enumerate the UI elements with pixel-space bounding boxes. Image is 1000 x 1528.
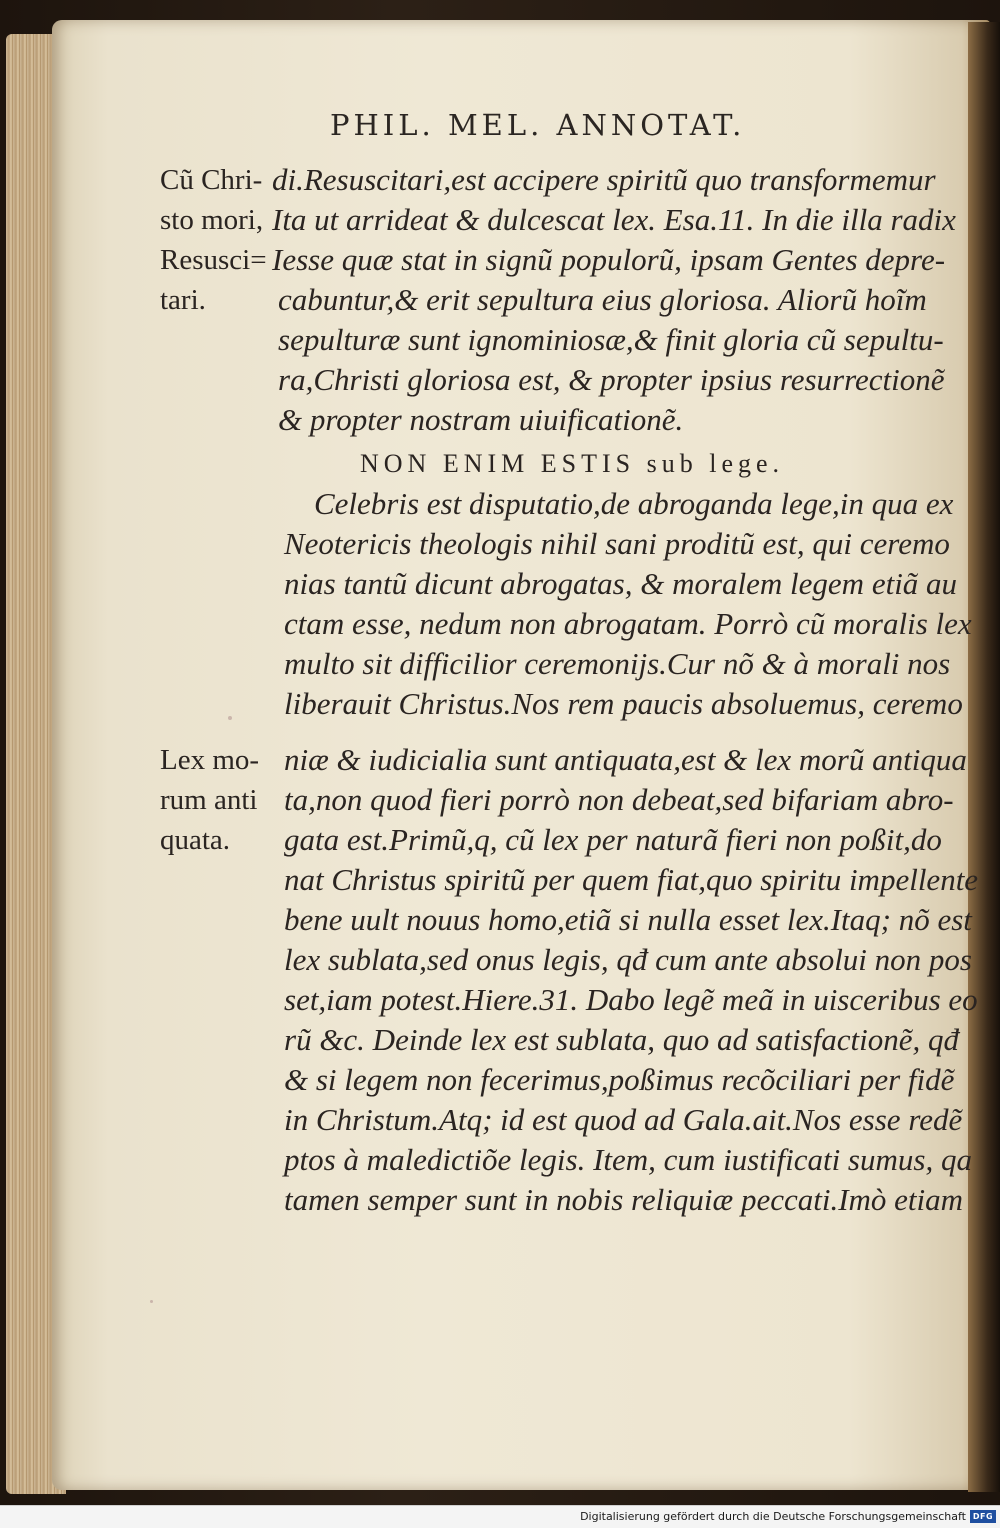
body-line: nat Christus spiritũ per quem fiat,quo spiritu impellente — [284, 862, 979, 897]
body-line: ra,Christi gloriosa est, & propter ipsius resurrectionẽ — [278, 362, 945, 397]
marginal-note-line: Resusci= — [160, 244, 267, 276]
binding-shadow — [968, 22, 1000, 1492]
body-line: & si legem non fecerimus,poßimus recõciliari per fidẽ — [284, 1062, 955, 1097]
body-line: Celebris est disputatio,de abroganda lege,in qua ex — [314, 486, 954, 521]
marginal-note-line: sto mori, — [160, 204, 264, 236]
marginal-note-line: Lex mo- — [160, 744, 260, 776]
digitization-footer — [0, 1505, 1000, 1528]
footer-credit: Digitalisierung gefördert durch die Deutsche Forschungsgemeinschaft — [580, 1510, 966, 1523]
marginal-note-line: quata. — [160, 824, 231, 856]
body-line: sepulturæ sunt ignominiosæ,& finit gloria cũ sepultu- — [278, 322, 944, 357]
body-line: rũ &c. Deinde lex est sublata, quo ad satisfactionẽ, qđ — [284, 1022, 960, 1057]
body-line: nias tantũ dicunt abrogatas, & moralem legem etiã au — [284, 566, 958, 601]
body-line: multo sit difficilior ceremonijs.Cur nõ & à morali nos — [284, 646, 951, 681]
body-line: ta,non quod fieri porrò non debeat,sed bifariam abro- — [284, 782, 954, 817]
body-line: di.Resuscitari,est accipere spiritũ quo transformemur — [272, 162, 936, 197]
body-line: cabuntur,& erit sepultura eius gloriosa. Aliorũ hoĩm — [278, 282, 927, 317]
marginal-note-line: Cũ Chri- — [160, 164, 263, 196]
marginal-note-2 — [160, 740, 272, 860]
marginal-note-line: rum anti — [160, 784, 258, 816]
body-line: gata est.Primũ,q, cũ lex per naturã fieri non poßit,do — [284, 822, 942, 857]
body-line: niæ & iudicialia sunt antiquata,est & lex morũ antiqua — [284, 742, 967, 777]
marginal-note-1 — [160, 160, 272, 320]
body-line: liberauit Christus.Nos rem paucis absoluemus, ceremo — [284, 686, 963, 721]
body-line: bene uult nouus homo,etiã si nulla esset lex.Itaq; nõ est — [284, 902, 972, 937]
body-line: & propter nostram uiuificationẽ. — [278, 402, 684, 437]
body-line: Ita ut arrideat & dulcescat lex. Esa.11. In die illa radix — [272, 202, 956, 237]
marginal-note-line: tari. — [160, 284, 206, 316]
dfg-logo: DFG — [970, 1510, 996, 1523]
running-head: PHIL. MEL. ANNOTAT. — [330, 108, 746, 142]
body-line: ptos à maledictiõe legis. Item, cum iustificati sumus, qa — [284, 1142, 972, 1177]
body-line: in Christum.Atq; id est quod ad Gala.ait.Nos esse redẽ — [284, 1102, 963, 1137]
paper-speck — [150, 1300, 153, 1303]
paper-speck — [228, 716, 232, 720]
body-line: lex sublata,sed onus legis, qđ cum ante absolui non pos — [284, 942, 972, 977]
body-line: tamen semper sunt in nobis reliquiæ peccati.Imò etiam — [284, 1182, 964, 1217]
section-heading: NON ENIM ESTIS sub lege. — [360, 449, 785, 478]
body-line: Iesse quæ stat in signũ populorũ, ipsam Gentes depre- — [272, 242, 946, 277]
body-line: Neotericis theologis nihil sani proditũ est, qui ceremo — [284, 526, 950, 561]
body-line: set,iam potest.Hiere.31. Dabo legẽ meã in uisceribus eo — [284, 982, 978, 1017]
body-line: ctam esse, nedum non abrogatam. Porrò cũ moralis lex — [284, 606, 972, 641]
